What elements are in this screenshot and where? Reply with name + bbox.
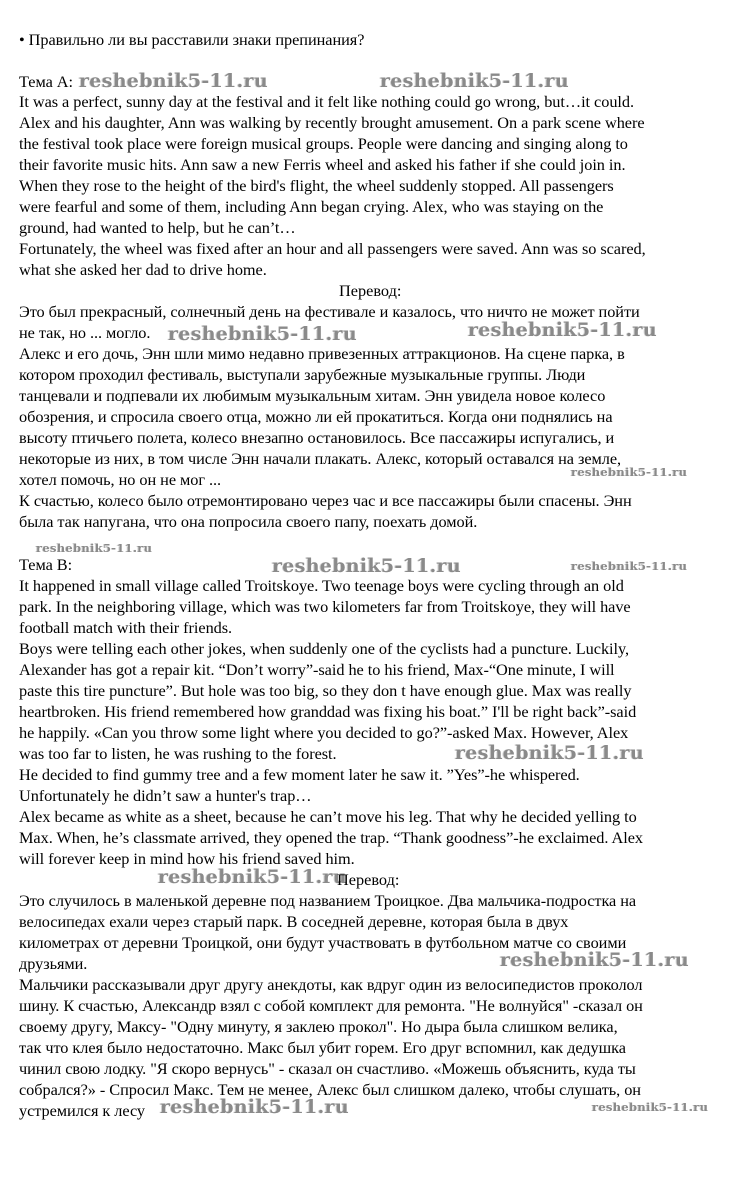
theme-b-ru-line: чинил свою лодку. "Я скоро вернусь" - сказал он счастливо. «Можешь объяснить, куда ты (19, 1059, 636, 1078)
theme-a-en-line: When they rose to the height of the bird's flight, the wheel suddenly stopped. All passengers (19, 176, 614, 195)
theme-b-en-line: he happily. «Can you throw some light where you decided to go?”-asked Max. However, Alex (19, 723, 629, 742)
theme-b-en-line: Boys were telling each other jokes, when suddenly one of the cyclists had a puncture. Luckily, (19, 639, 630, 658)
theme-a-en-line: Fortunately, the wheel was fixed after an hour and all passengers were saved. Ann was so scared, (19, 239, 646, 258)
theme-a-ru-line: К счастью, колесо было отремонтировано через час и все пассажиры были спасены. Энн (19, 491, 632, 510)
theme-b-ru-line: Мальчики рассказывали друг другу анекдоты, как вдруг один из велосипедистов проколол (19, 975, 643, 994)
theme-b-ru-line: своему другу, Максу- "Одну минуту, я заклею прокол". Но дыра была слишком велика, (19, 1017, 618, 1036)
theme-a-en-line: were fearful and some of them, including Ann began crying. Alex, who was staying on the (19, 197, 604, 216)
theme-a-en-line: the festival took place were foreign musical groups. People were dancing and singing along to (19, 134, 628, 153)
theme-b-ru-line: устремился к лесу (19, 1101, 146, 1120)
theme-b-en-line: will forever keep in mind how his friend saved him. (19, 849, 355, 868)
theme-b-ru-line: так что клея было недостаточно. Макс был убит горем. Его друг вспомнил, как дедушка (19, 1038, 626, 1057)
watermark: reshebnik5-11.ru (160, 1096, 349, 1118)
watermark: reshebnik5-11.ru (500, 949, 689, 971)
theme-a-label: Тема А: (19, 72, 73, 91)
watermark: reshebnik5-11.ru (36, 541, 153, 555)
watermark: reshebnik5-11.ru (571, 559, 688, 573)
theme-b-en-line: paste this tire puncture”. But hole was too big, so they don t have enough glue. Max was really (19, 681, 632, 700)
watermark: reshebnik5-11.ru (272, 555, 461, 577)
theme-b-en-line: It happened in small village called Troitskoye. Two teenage boys were cycling through an old (19, 576, 624, 595)
theme-a-ru-line: была так напугана, что она попросила своего папу, поехать домой. (19, 512, 478, 531)
theme-a-ru-line: танцевали и подпевали их любимым музыкальным хитам. Энн увидела новое колесо (19, 386, 606, 405)
theme-b-ru-line: Это случилось в маленькой деревне под названием Троицкое. Два мальчика-подростка на (19, 891, 637, 910)
theme-a-en-line: what she asked her dad to drive home. (19, 260, 267, 279)
watermark: reshebnik5-11.ru (158, 866, 347, 888)
theme-a-ru-line: Это был прекрасный, солнечный день на фестивале и казалось, что ничто не может пойти (19, 302, 640, 321)
theme-b-en-line: Max. When, he’s classmate arrived, they opened the trap. “Thank goodness”-he exclaimed. Alex (19, 828, 643, 847)
theme-a-en-line: ground, had wanted to help, but he can’t… (19, 218, 296, 237)
theme-b-ru-line: собрался?» - Спросил Макс. Тем не менее, Алекс был слишком далеко, чтобы слушать, он (19, 1080, 641, 1099)
theme-b-ru-line: километрах от деревни Троицкой, они будут участвовать в футбольном матче со своими (19, 933, 627, 952)
theme-a-ru-line: Алекс и его дочь, Энн шли мимо недавно привезенных аттракционов. На сцене парка, в (19, 344, 625, 363)
watermark: reshebnik5-11.ru (468, 319, 657, 341)
theme-b-en-line: was too far to listen, he was rushing to the forest. (19, 744, 337, 763)
theme-b-en-line: Alexander has got a repair kit. “Don’t worry”-said he to his friend, Max-“One minute, I will (19, 660, 615, 679)
theme-a-en-line: It was a perfect, sunny day at the festival and it felt like nothing could go wrong, but…it could. (19, 92, 634, 111)
theme-a-translation-label: Перевод: (339, 281, 402, 300)
theme-b-ru-line: друзьями. (19, 954, 88, 973)
theme-a-ru-line: хотел помочь, но он не мог ... (19, 470, 222, 489)
watermark: reshebnik5-11.ru (380, 70, 569, 92)
theme-b-en-line: Alex became as white as a sheet, because he can’t move his leg. That why he decided yelling to (19, 807, 637, 826)
theme-b-translation-label: Перевод: (337, 870, 400, 889)
theme-a-ru-line: котором проходил фестиваль, выступали зарубежные музыкальные группы. Люди (19, 365, 586, 384)
watermark: reshebnik5-11.ru (571, 465, 688, 479)
theme-a-ru-line: некоторые из них, в том числе Энн начали плакать. Алекс, который оставался на земле, (19, 449, 622, 468)
watermark: reshebnik5-11.ru (168, 323, 357, 345)
theme-a-en-line: Alex and his daughter, Ann was walking by recently brought amusement. On a park scene where (19, 113, 645, 132)
watermark: reshebnik5-11.ru (79, 70, 268, 92)
theme-b-ru-line: велосипедах ехали через старый парк. В соседней деревне, которая была в двух (19, 912, 569, 931)
watermark: reshebnik5-11.ru (455, 742, 644, 764)
theme-a-ru-line: не так, но ... могло. (19, 323, 151, 342)
theme-a-ru-line: обозрения, и спросила своего отца, можно ли ей прокатиться. Когда они поднялись на (19, 407, 613, 426)
header-bullet-line: • Правильно ли вы расставили знаки препинания? (19, 30, 365, 49)
theme-b-en-line: Unfortunately he didn’t saw a hunter's trap… (19, 786, 312, 805)
theme-b-en-line: park. In the neighboring village, which was two kilometers far from Troitskoye, they will have (19, 597, 631, 616)
theme-b-en-line: He decided to find gummy tree and a few moment later he saw it. ”Yes”-he whispered. (19, 765, 580, 784)
theme-a-en-line: their favorite music hits. Ann saw a new Ferris wheel and asked his father if she could join in. (19, 155, 626, 174)
theme-b-ru-line: шину. К счастью, Александр взял с собой комплект для ремонта. "Не волнуйся" -сказал он (19, 996, 643, 1015)
theme-b-en-line: football match with their friends. (19, 618, 233, 637)
watermark: reshebnik5-11.ru (592, 1100, 709, 1114)
theme-b-en-line: heartbroken. His friend remembered how granddad was fixing his boat.” I'll be right back”-said (19, 702, 637, 721)
theme-a-ru-line: высоту птичьего полета, колесо внезапно остановилось. Все пассажиры испугались, и (19, 428, 615, 447)
theme-b-label: Тема В: (19, 555, 73, 574)
